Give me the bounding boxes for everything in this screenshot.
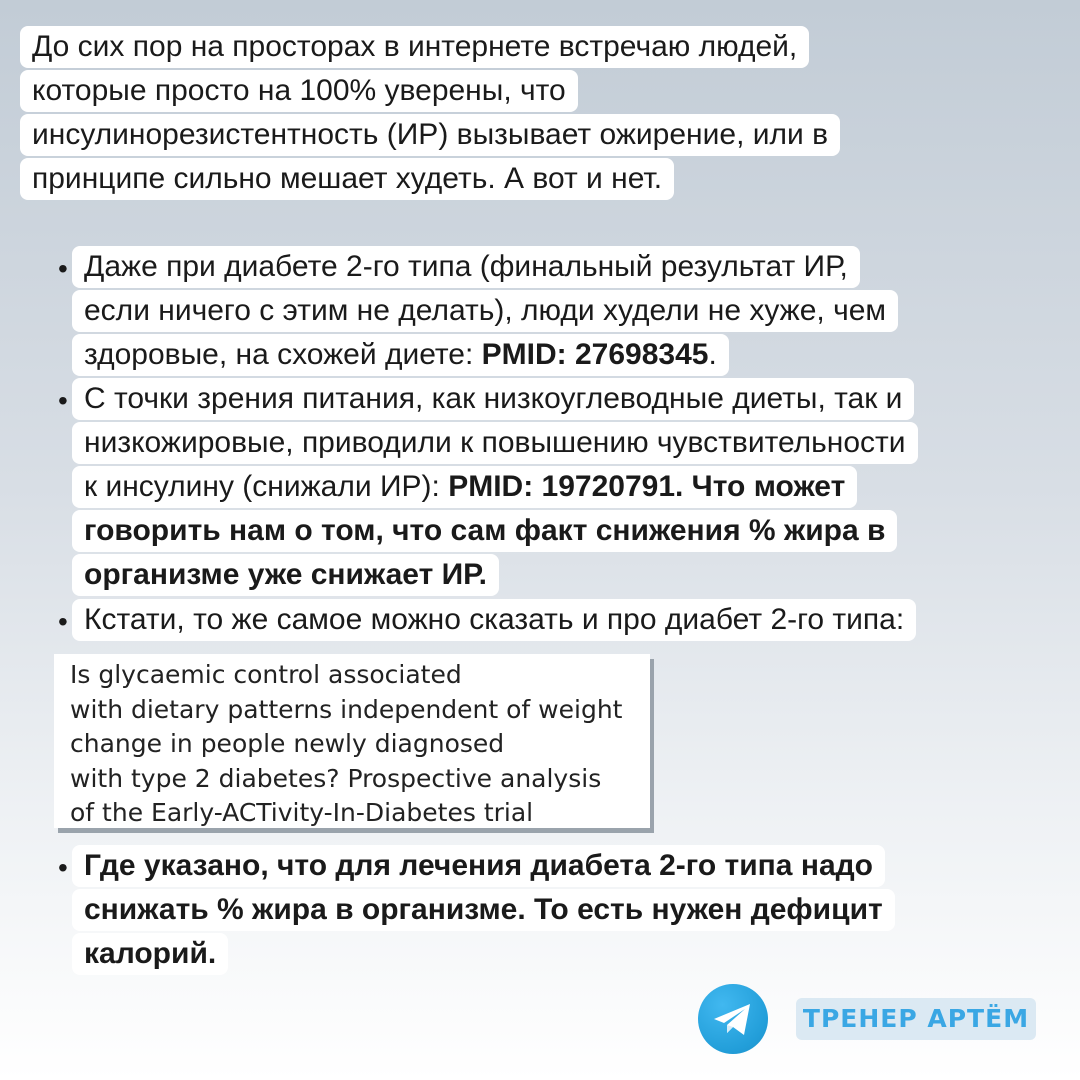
intro-line: которые просто на 100% уверены, что	[20, 70, 578, 112]
bullet-line	[72, 334, 729, 376]
intro-line: До сих пор на просторах в интернете встречаю людей,	[20, 26, 809, 68]
bullet-marker: •	[58, 253, 68, 284]
bullet-line: низкожировые, приводили к повышению чувствительности	[72, 422, 918, 464]
bullet-text: к инсулину (снижали ИР):	[84, 470, 449, 503]
intro-line: инсулинорезистентность (ИР) вызывает ожирение, или в	[20, 114, 840, 156]
bullet-marker: •	[58, 852, 68, 883]
paper-title-line: with type 2 diabetes? Prospective analysis	[70, 763, 602, 793]
bullet-text: здоровые, на схожей диете:	[84, 338, 482, 371]
paper-title-line: with dietary patterns independent of weight	[70, 694, 623, 724]
bullet-line	[72, 466, 857, 508]
paper-plane-icon	[698, 984, 768, 1054]
bullet-line: Где указано, что для лечения диабета 2-го типа надо	[72, 845, 885, 887]
bullet-line: снижать % жира в организме. То есть нужен дефицит	[72, 889, 895, 931]
paper-title-line: of the Early-ACTivity-In-Diabetes trial	[70, 798, 534, 827]
paper-title-image	[54, 654, 650, 828]
pmid-reference: PMID: 19720791. Что может	[448, 470, 846, 503]
intro-line: принципе сильно мешает худеть. А вот и нет.	[20, 158, 674, 200]
pmid-reference: PMID: 27698345	[481, 338, 709, 371]
paper-title-line: change in people newly diagnosed	[70, 729, 505, 758]
bullet-line: С точки зрения питания, как низкоуглеводные диеты, так и	[72, 378, 914, 420]
bullet-line: организме уже снижает ИР.	[72, 554, 499, 596]
bullet-line: Кстати, то же самое можно сказать и про диабет 2-го типа:	[72, 599, 916, 641]
bullet-line: Даже при диабете 2-го типа (финальный результат ИР,	[72, 246, 860, 288]
bullet-line: если ничего с этим не делать), люди худели не хуже, чем	[72, 290, 898, 332]
bullet-marker: •	[58, 606, 68, 637]
paper-title-line: Is glycaemic control associated	[70, 660, 462, 689]
telegram-icon[interactable]	[698, 984, 768, 1054]
bullet-line: калорий.	[72, 933, 228, 975]
bullet-text: .	[708, 338, 717, 371]
bullet-line: говорить нам о том, что сам факт снижения % жира в	[72, 510, 897, 552]
bullet-marker: •	[58, 385, 68, 416]
brand-label[interactable]: ТРЕНЕР АРТЁМ	[796, 998, 1036, 1040]
